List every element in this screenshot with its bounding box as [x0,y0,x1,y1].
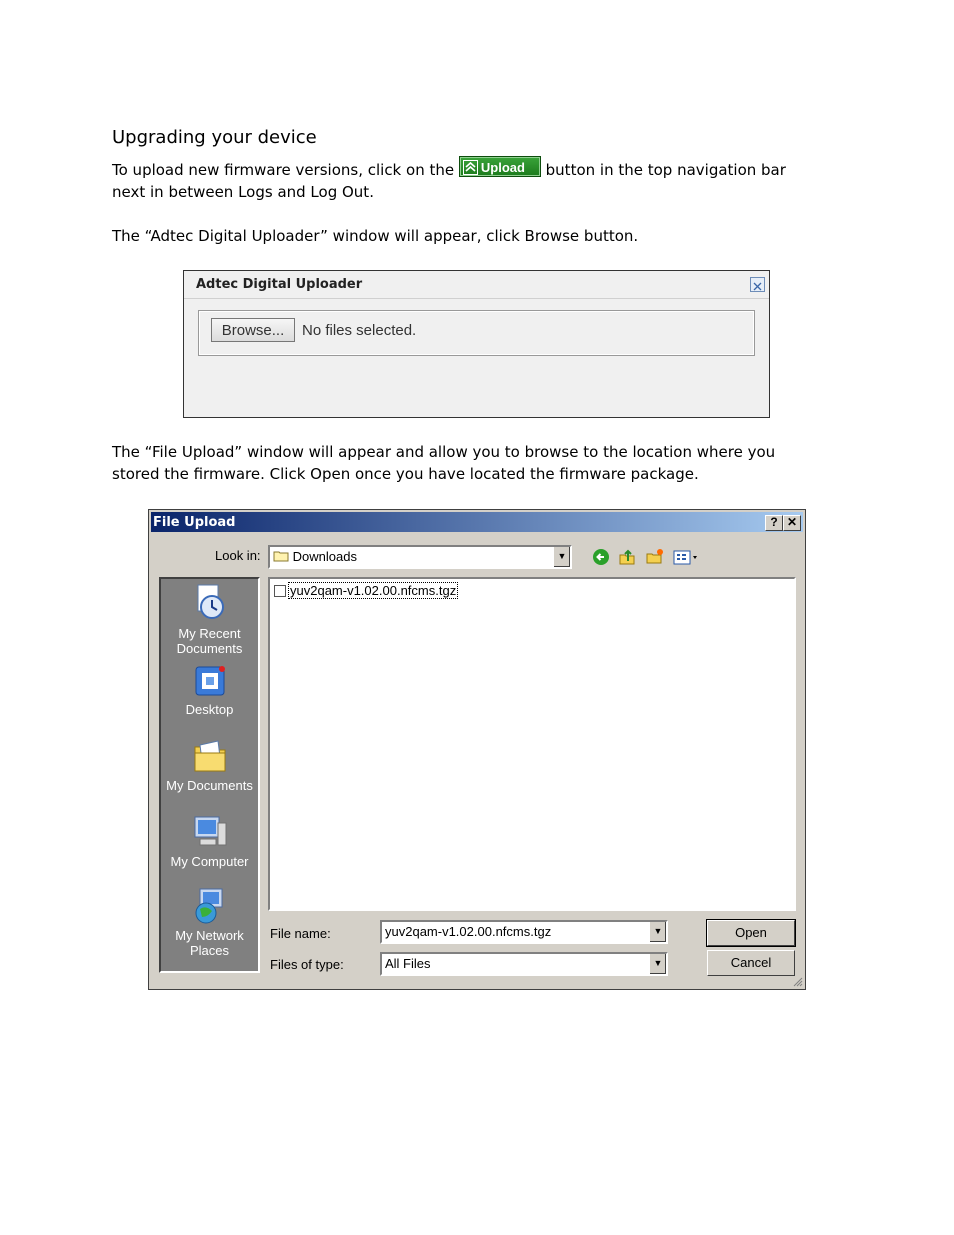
place-my-computer[interactable] [161,813,258,869]
file-select-group [198,310,755,356]
place-network[interactable] [161,887,258,958]
look-in-dropdown[interactable] [268,545,572,569]
browse-button[interactable]: Browse... [211,318,295,342]
file-icon [274,585,286,597]
file-name-field[interactable] [380,920,668,944]
look-in-value: Downloads [292,549,357,564]
adtec-uploader-window [183,270,770,418]
para1-before: To upload new firmware versions, click on the [112,161,455,179]
chevron-down-icon[interactable]: ▼ [649,922,666,942]
place-label-line2: Places [189,943,230,958]
place-recent-documents[interactable] [161,583,258,656]
file-item[interactable] [274,583,458,598]
places-bar [159,577,260,973]
view-menu-icon[interactable] [672,547,700,567]
look-in-label: Look in: [215,548,261,563]
my-computer-icon [192,813,228,851]
upload-button-image [459,156,541,177]
place-my-documents[interactable] [161,737,258,793]
desktop-icon [192,663,228,699]
chevron-down-icon[interactable]: ▼ [553,547,570,567]
file-type-label: Files of type: [270,957,344,972]
file-status-text: No files selected. [302,322,417,339]
folder-icon [273,550,289,562]
recent-documents-icon [192,583,228,623]
look-in-value-wrap [273,549,357,564]
place-desktop[interactable] [161,663,258,717]
new-folder-icon[interactable] [645,547,665,567]
place-label: Desktop [185,702,234,717]
back-icon[interactable] [591,547,611,567]
dialog-title-bar [151,512,803,532]
file-name-value: yuv2qam-v1.02.00.nfcms.tgz [385,924,552,939]
file-item-name: yuv2qam-v1.02.00.nfcms.tgz [290,583,457,598]
instruction-paragraph-1 [112,159,786,181]
up-folder-icon[interactable] [617,547,637,567]
place-label: My Computer [170,854,249,869]
help-button[interactable]: ? [765,515,783,531]
open-button[interactable]: Open [707,920,795,946]
chevron-down-icon[interactable]: ▼ [649,954,666,974]
file-list [268,577,796,911]
place-label: My Network [175,928,244,943]
adtec-window-title: Adtec Digital Uploader [196,277,363,292]
place-label: My Recent [178,626,241,641]
file-name-label: File name: [270,926,331,941]
my-documents-icon [192,737,228,775]
network-places-icon [192,887,228,925]
file-type-value: All Files [385,956,431,971]
para1-after: button in the top navigation bar [545,161,786,179]
instruction-paragraph-3-line1: The “File Upload” window will appear and allow you to browse to the location where you [112,443,776,461]
place-label: My Documents [166,778,253,793]
close-button[interactable]: ✕ [783,515,801,531]
instruction-paragraph-2: The “Adtec Digital Uploader” window will appear, click Browse button. [112,227,639,245]
upload-arrow-icon [463,160,478,175]
file-type-dropdown[interactable] [380,952,668,976]
para1-line2: next in between Logs and Log Out. [112,183,374,201]
cancel-button[interactable]: Cancel [707,950,795,976]
close-icon[interactable] [750,277,765,292]
resize-grip-icon[interactable] [791,975,803,987]
upload-badge-label: Upload [480,160,525,175]
place-label-line2: Documents [176,641,243,656]
instruction-paragraph-3-line2: stored the firmware. Click Open once you have located the firmware package. [112,465,699,483]
file-upload-dialog [148,509,806,990]
dialog-title: File Upload [153,515,236,530]
title-divider [184,298,769,299]
page-heading: Upgrading your device [112,127,317,148]
